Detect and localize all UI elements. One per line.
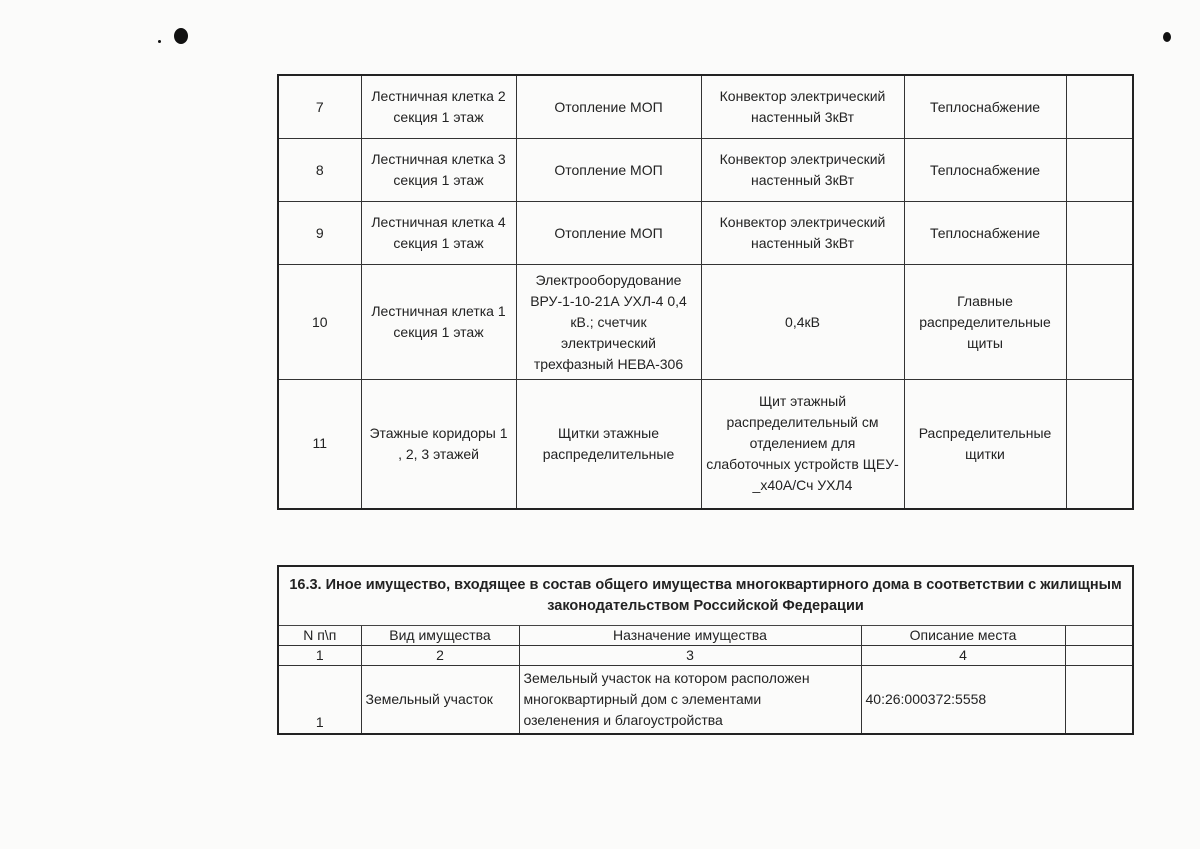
row-type: Земельный участок	[361, 666, 519, 734]
header-row	[278, 626, 1133, 646]
header-purpose: Назначение имущества	[519, 626, 861, 646]
row-extra	[1065, 666, 1133, 734]
row-number: 10	[278, 265, 361, 380]
equipment-table	[277, 74, 1134, 510]
row-purpose: Отопление МОП	[516, 202, 701, 265]
row-number: 11	[278, 380, 361, 509]
row-number: 8	[278, 139, 361, 202]
row-location: Лестничная клетка 1 секция 1 этаж	[361, 265, 516, 380]
header-number: N п\п	[278, 626, 361, 646]
section-title: 16.3. Иное имущество, входящее в состав общего имущества многоквартирного дома в соответствии с жилищным законодательством Российской Федерации	[278, 566, 1133, 626]
row-location: Лестничная клетка 4 секция 1 этаж	[361, 202, 516, 265]
row-number: 1	[278, 666, 361, 734]
scan-blot-left	[174, 28, 188, 44]
row-extra	[1066, 139, 1133, 202]
row-purpose: Отопление МОП	[516, 139, 701, 202]
table-row	[278, 666, 1133, 734]
row-description: Щит этажный распределительный см отделением для слаботочных устройств ЩЕУ- _х40А/Сч УХЛ4	[701, 380, 904, 509]
row-system: Теплоснабжение	[904, 75, 1066, 139]
row-purpose: Отопление МОП	[516, 75, 701, 139]
row-description: Конвектор электрический настенный 3кВт	[701, 139, 904, 202]
row-location: Лестничная клетка 2 секция 1 этаж	[361, 75, 516, 139]
row-number: 7	[278, 75, 361, 139]
row-system: Теплоснабжение	[904, 202, 1066, 265]
table-row	[278, 139, 1133, 202]
row-system: Распределительные щитки	[904, 380, 1066, 509]
row-description: 0,4кВ	[701, 265, 904, 380]
row-system: Теплоснабжение	[904, 139, 1066, 202]
column-number-row	[278, 646, 1133, 666]
row-extra	[1066, 265, 1133, 380]
row-system: Главные распределительные щиты	[904, 265, 1066, 380]
row-location: 40:26:000372:5558	[861, 666, 1065, 734]
col-number-5	[1065, 646, 1133, 666]
header-type: Вид имущества	[361, 626, 519, 646]
row-extra	[1066, 75, 1133, 139]
table-row	[278, 75, 1133, 139]
row-purpose: Щитки этажные распределительные	[516, 380, 701, 509]
row-purpose: Земельный участок на котором расположен многоквартирный дом с элементами озеленения и благоустройства	[519, 666, 861, 734]
row-description: Конвектор электрический настенный 3кВт	[701, 202, 904, 265]
row-purpose: Электрооборудование ВРУ-1-10-21А УХЛ-4 0,4 кВ.; счетчик электрический трехфазный НЕВА-306	[516, 265, 701, 380]
col-number-1: 1	[278, 646, 361, 666]
table-row	[278, 202, 1133, 265]
header-location: Описание места	[861, 626, 1065, 646]
section-title-row	[278, 566, 1133, 626]
row-location: Этажные коридоры 1 , 2, 3 этажей	[361, 380, 516, 509]
table-row	[278, 265, 1133, 380]
row-location: Лестничная клетка 3 секция 1 этаж	[361, 139, 516, 202]
row-number: 9	[278, 202, 361, 265]
header-extra	[1065, 626, 1133, 646]
scan-blot-right	[1163, 32, 1171, 42]
col-number-4: 4	[861, 646, 1065, 666]
table-row	[278, 380, 1133, 509]
col-number-2: 2	[361, 646, 519, 666]
row-extra	[1066, 380, 1133, 509]
col-number-3: 3	[519, 646, 861, 666]
row-description: Конвектор электрический настенный 3кВт	[701, 75, 904, 139]
scan-dot-left	[158, 40, 161, 43]
row-extra	[1066, 202, 1133, 265]
other-property-table	[277, 565, 1134, 735]
